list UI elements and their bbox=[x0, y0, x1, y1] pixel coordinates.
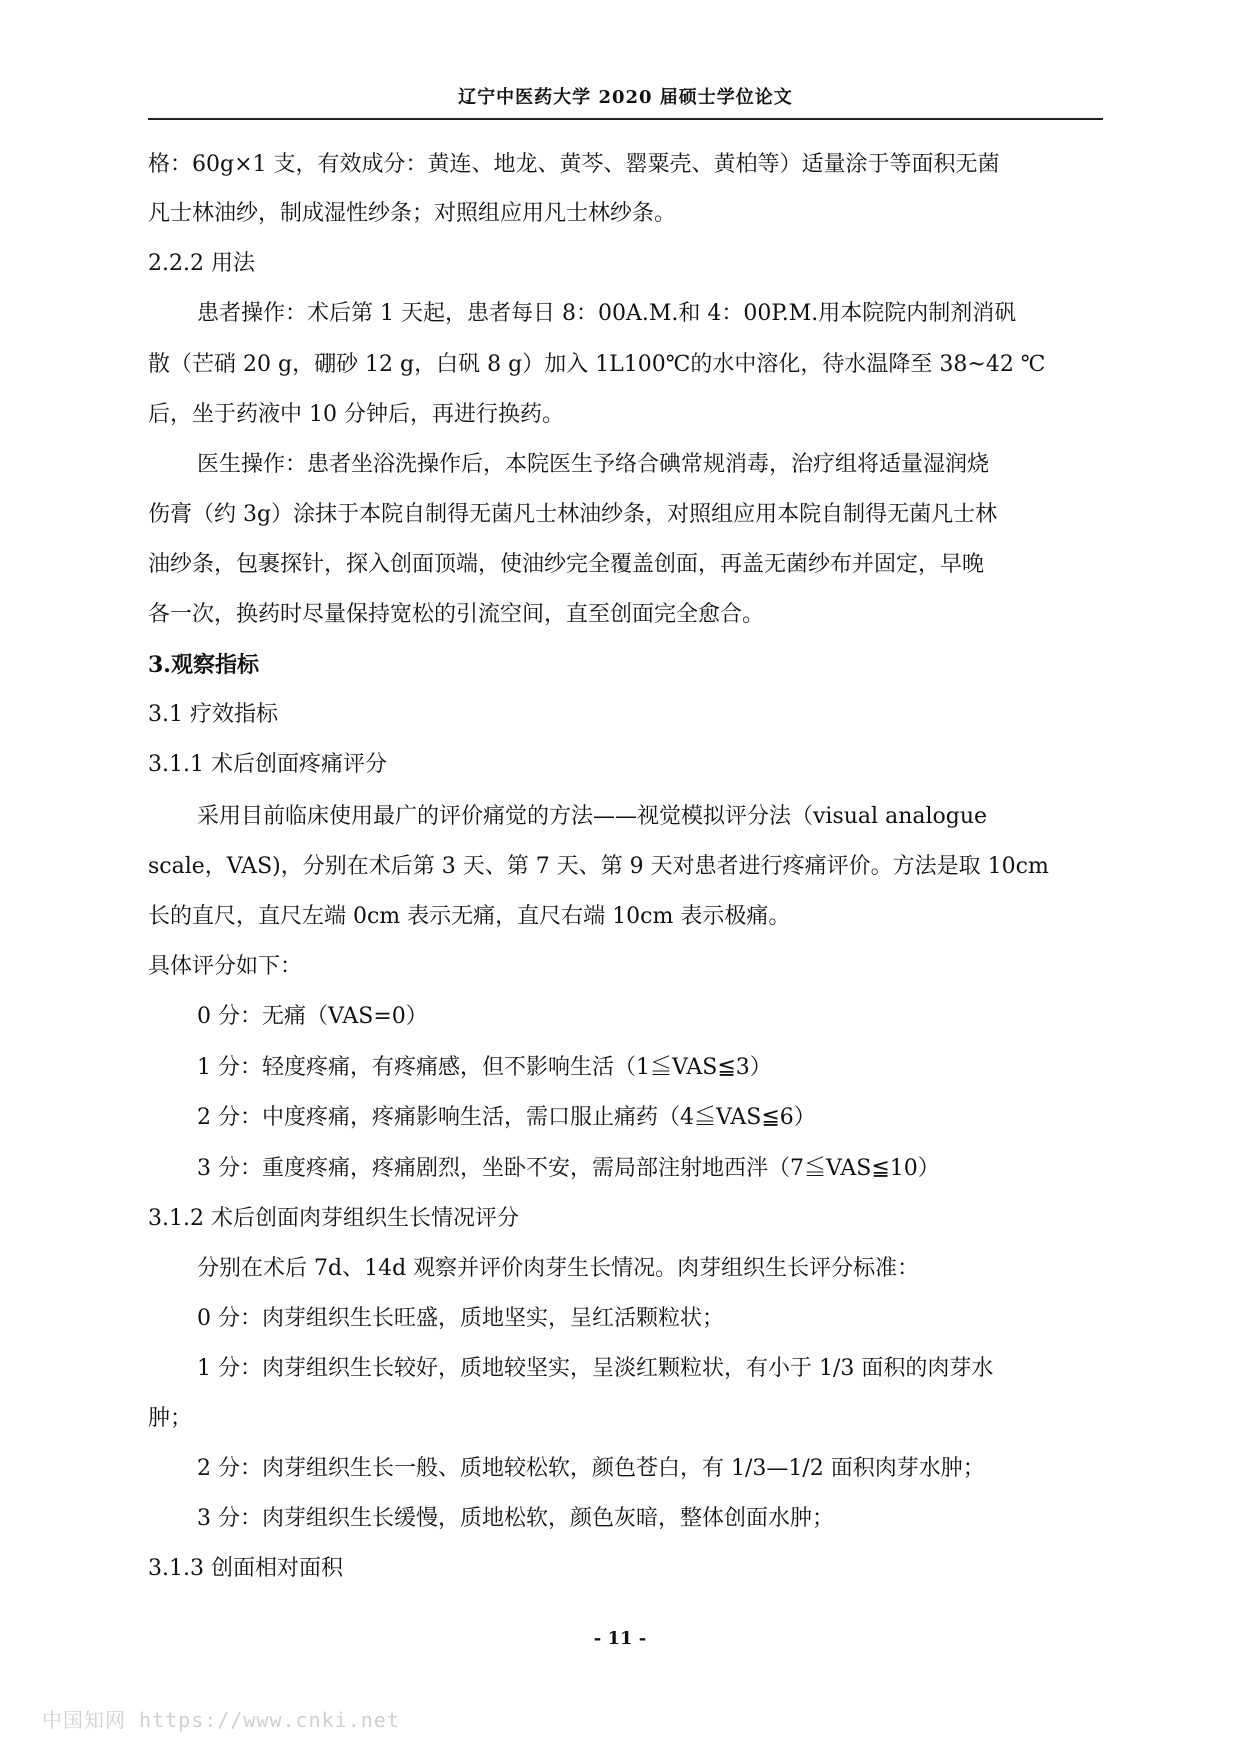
list-item: 1 分：肉芽组织生长较好，质地较坚实，呈淡红颗粒状，有小于 1/3 面积的肉芽水 bbox=[197, 1356, 994, 1381]
list-item: 1 分：轻度疼痛，有疼痛感，但不影响生活（1≦VAS≦3） bbox=[197, 1055, 772, 1080]
paragraph-line: 各一次，换药时尽量保持宽松的引流空间，直至创面完全愈合。 bbox=[148, 602, 765, 627]
section-heading: 3.1.1 术后创面疼痛评分 bbox=[148, 752, 387, 777]
paragraph-line: 分别在术后 7d、14d 观察并评价肉芽生长情况。肉芽组织生长评分标准： bbox=[197, 1256, 920, 1281]
list-item: 0 分：无痛（VAS=0） bbox=[197, 1004, 428, 1029]
section-heading: 3.1.2 术后创面肉芽组织生长情况评分 bbox=[148, 1206, 519, 1231]
list-item: 2 分：中度疼痛，疼痛影响生活，需口服止痛药（4≦VAS≦6） bbox=[197, 1105, 816, 1130]
list-item: 3 分：重度疼痛，疼痛剧烈，坐卧不安，需局部注射地西泮（7≦VAS≦10） bbox=[197, 1156, 940, 1181]
paragraph-line: 采用目前临床使用最广的评价痛觉的方法——视觉模拟评分法（visual analogue bbox=[197, 804, 988, 829]
list-item: 肿； bbox=[148, 1406, 193, 1431]
paragraph-line: 散（芒硝 20 g，硼砂 12 g，白矾 8 g）加入 1L100℃的水中溶化，待水温降至 38~42 ℃ bbox=[148, 352, 1046, 377]
paragraph-line: 患者操作：术后第 1 天起，患者每日 8：00A.M.和 4：00P.M.用本院院内制剂消矾 bbox=[197, 301, 1017, 326]
paragraph-line: 伤膏（约 3g）涂抹于本院自制得无菌凡士林油纱条，对照组应用本院自制得无菌凡士林 bbox=[148, 502, 998, 527]
paragraph-line: 油纱条，包裹探针，探入创面顶端，使油纱完全覆盖创面，再盖无菌纱布并固定，早晚 bbox=[148, 552, 985, 577]
list-item: 2 分：肉芽组织生长一般、质地较松软，颜色苍白，有 1/3—1/2 面积肉芽水肿； bbox=[197, 1456, 985, 1481]
list-item: 3 分：肉芽组织生长缓慢，质地松软，颜色灰暗，整体创面水肿； bbox=[197, 1506, 834, 1531]
paragraph-line: 格：60g×1 支，有效成分：黄连、地龙、黄芩、罂粟壳、黄柏等）适量涂于等面积无菌 bbox=[148, 152, 1000, 177]
section-heading: 3.1 疗效指标 bbox=[148, 702, 278, 727]
paragraph-line: scale，VAS)，分别在术后第 3 天、第 7 天、第 9 天对患者进行疼痛评价。方法是取 10cm bbox=[148, 854, 1049, 879]
section-heading: 3.1.3 创面相对面积 bbox=[148, 1556, 343, 1581]
running-header: 辽宁中医药大学 2020 届硕士学位论文 bbox=[148, 86, 1103, 120]
paragraph-line: 医生操作：患者坐浴洗操作后，本院医生予络合碘常规消毒，治疗组将适量湿润烧 bbox=[197, 452, 990, 477]
paragraph-line: 具体评分如下： bbox=[148, 954, 303, 979]
section-heading: 3.观察指标 bbox=[148, 652, 259, 678]
section-heading: 2.2.2 用法 bbox=[148, 251, 255, 276]
paragraph-line: 凡士林油纱，制成湿性纱条；对照组应用凡士林纱条。 bbox=[148, 201, 677, 226]
paragraph-line: 长的直尺，直尺左端 0cm 表示无痛，直尺右端 10cm 表示极痛。 bbox=[148, 904, 791, 929]
list-item: 0 分：肉芽组织生长旺盛，质地坚实，呈红活颗粒状； bbox=[197, 1306, 724, 1331]
page-number: - 11 - bbox=[593, 1628, 647, 1649]
cnki-watermark: 中国知网 https://www.cnki.net bbox=[42, 1708, 400, 1732]
paragraph-line: 后，坐于药液中 10 分钟后，再进行换药。 bbox=[148, 402, 564, 427]
